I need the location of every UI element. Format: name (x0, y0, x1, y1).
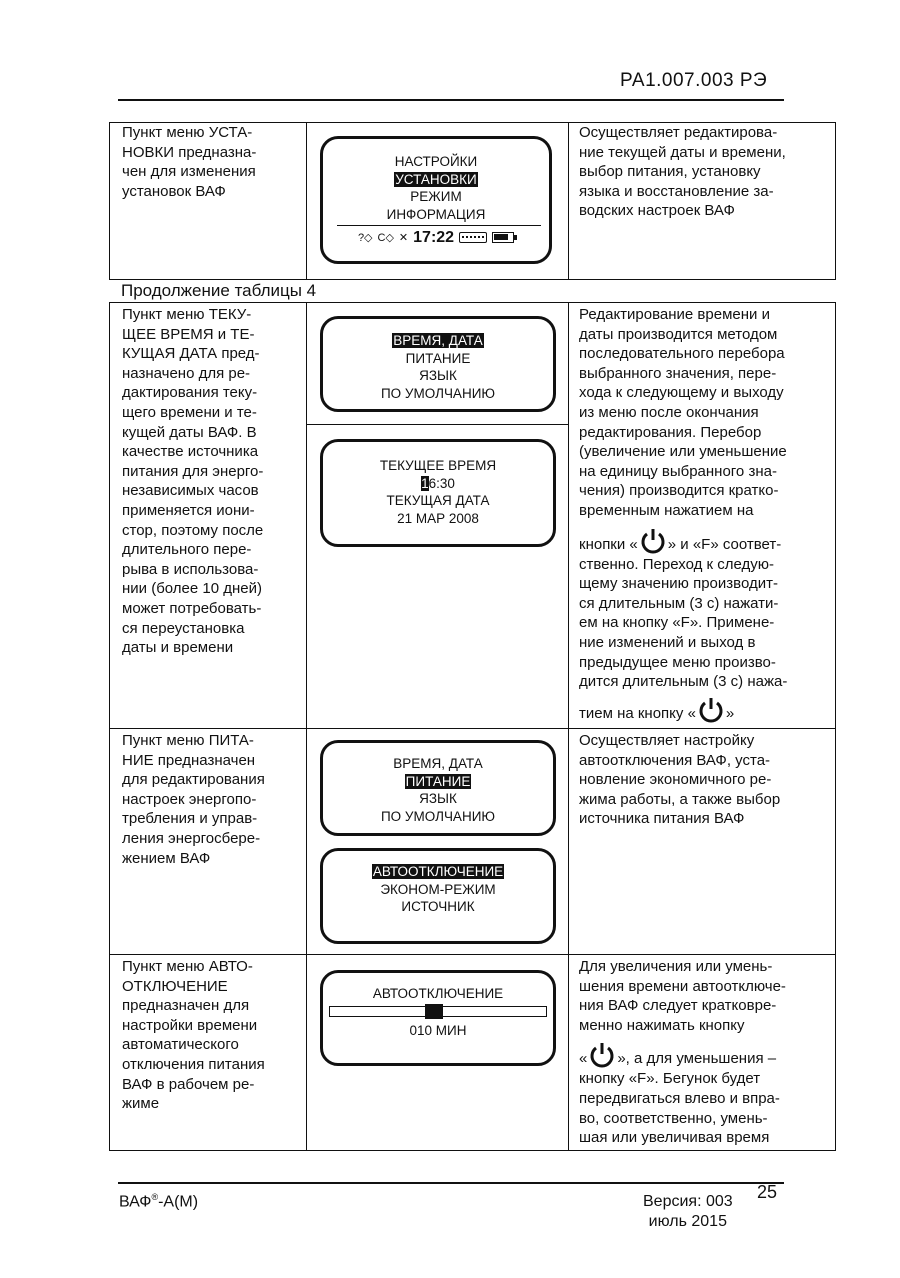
note-line: (увеличение или уменьшение (579, 443, 787, 461)
product-suffix: -А(М) (158, 1193, 199, 1211)
note-line: ние текущей даты и времени, (579, 143, 786, 161)
note-text: » и «F» соответ- (667, 535, 782, 553)
desc-line: жиме (122, 1095, 160, 1113)
note-line: хода к следующему и выходу (579, 384, 784, 402)
note-line: менно нажимать кнопку (579, 1016, 745, 1034)
footer-product (119, 1192, 198, 1211)
desc-line: Пункт меню УСТА- (122, 124, 253, 141)
desc-line: КУЩАЯ ДАТА пред- (122, 345, 260, 363)
lcd-item: РЕЖИМ (410, 189, 462, 204)
note-time (569, 303, 836, 729)
desc-line: длительного пере- (122, 541, 252, 559)
screen-cell-settings (307, 123, 569, 280)
lcd-value: 010 МИН (409, 1023, 467, 1038)
table-caption: Продолжение таблицы 4 (121, 281, 317, 300)
lcd-time-value (323, 475, 553, 493)
lcd-item: ПО УМОЛЧАНИЮ (380, 385, 496, 401)
lcd-item: ИСТОЧНИК (401, 899, 475, 914)
note-text: кнопки « (579, 535, 638, 553)
desc-line: НОВКИ предназна- (122, 143, 257, 161)
screen-cell-power (307, 729, 569, 955)
desc-line: нии (более 10 дней) (122, 580, 263, 598)
desc-line: Пункт меню АВТО- (122, 958, 253, 975)
note-text: тием на кнопку « (579, 704, 696, 722)
desc-line: дактирования теку- (122, 384, 258, 402)
power-icon (638, 527, 668, 555)
page-number: 25 (757, 1182, 778, 1202)
lcd-item: ВРЕМЯ, ДАТА (393, 756, 483, 771)
cell-divider (307, 424, 568, 425)
note-line-buttons (579, 527, 825, 555)
desc-line: качестве источника (122, 443, 259, 461)
note-line: автоотключения ВАФ, уста- (579, 751, 771, 769)
lcd-item: ИНФОРМАЦИЯ (386, 206, 486, 222)
lcd-item: НАСТРОЙКИ (394, 154, 478, 169)
lcd-item-selected: УСТАНОВКИ (395, 171, 477, 187)
lcd-settings (320, 136, 552, 264)
desc-line: ЩЕЕ ВРЕМЯ и ТЕ- (122, 325, 255, 343)
note-line: Редактирование времени и (579, 306, 770, 323)
note-line: Для увеличения или умень- (579, 958, 773, 975)
battery-icon (492, 232, 514, 243)
note-line: ем на кнопку «F». Примене- (579, 614, 775, 632)
note-line: предыдущее меню произво- (579, 653, 776, 671)
note-line: временным нажатием на (579, 501, 754, 519)
desc-line: настройки времени (122, 1016, 258, 1034)
note-line: ственно. Переход к следую- (579, 555, 774, 573)
note-line: ния ВАФ следует кратковре- (579, 997, 777, 1015)
desc-line: ся переустановка (122, 619, 245, 637)
connector-icon (459, 232, 487, 243)
note-line: новление экономичного ре- (579, 771, 772, 789)
desc-line: ВАФ в рабочем ре- (122, 1075, 255, 1093)
lcd-divider (337, 225, 541, 226)
desc-line: кущей даты ВАФ. В (122, 423, 257, 441)
note-line: передвигаться влево и впра- (579, 1089, 780, 1107)
lcd-line: 21 МАР 2008 (397, 510, 479, 526)
product-name: ВАФ (119, 1193, 152, 1211)
note-line: источника питания ВАФ (579, 810, 745, 828)
screen-cell-time (307, 303, 569, 729)
doc-code: РА1.007.003 РЭ (620, 70, 768, 91)
desc-line: рыва в использова- (122, 560, 259, 578)
desc-line: независимых часов (122, 482, 259, 500)
footer-version (643, 1192, 733, 1232)
desc-time (110, 303, 307, 729)
lcd-menu-time (320, 316, 556, 412)
desc-line: Пункт меню ПИТА- (122, 732, 254, 749)
desc-line: для редактирования (122, 771, 265, 789)
lcd-item: ЯЗЫК (419, 791, 457, 806)
desc-line: автоматического (122, 1036, 239, 1054)
lcd-time-edit (320, 439, 556, 547)
lcd-auto-off (320, 970, 556, 1066)
desc-line: отключения питания (122, 1055, 265, 1073)
desc-line: даты и времени (122, 639, 234, 657)
note-line: последовательного перебора (579, 345, 785, 363)
note-line: дится длительным (3 с) нажа- (579, 673, 788, 691)
lcd-item: ЯЗЫК (419, 368, 457, 383)
desc-line: применяется иони- (122, 501, 255, 519)
note-line: Осуществляет настройку (579, 732, 755, 749)
desc-power (110, 729, 307, 955)
lcd-line: ТЕКУЩАЯ ДАТА (386, 493, 490, 508)
version-date: июль 2015 (648, 1213, 727, 1230)
note-line: кнопку «F». Бегунок будет (579, 1070, 761, 1088)
note-line: выбор питания, установку (579, 163, 761, 181)
note-line: Осуществляет редактирова- (579, 124, 778, 141)
note-line: шения времени автоотключе- (579, 977, 786, 995)
lcd-menu-power (320, 740, 556, 836)
footer-rule (118, 1182, 784, 1184)
desc-line: НИЕ предназначен (122, 751, 256, 769)
table-main (109, 302, 836, 1151)
power-icon (696, 696, 726, 724)
note-line: щему значению производит- (579, 575, 778, 593)
desc-line: стор, поэтому после (122, 521, 264, 539)
slider-knob[interactable] (425, 1004, 443, 1019)
desc-line: чен для изменения (122, 163, 256, 181)
note-text: », а для уменьшения – (617, 1050, 777, 1068)
desc-auto (110, 955, 307, 1151)
note-line: жима работы, а также выбор (579, 790, 781, 808)
note-line: чения) производится кратко- (579, 482, 779, 500)
note-power (569, 729, 836, 955)
lcd-item: ПИТАНИЕ (405, 350, 471, 366)
lcd-item-selected: АВТООТКЛЮЧЕНИЕ (372, 864, 504, 879)
desc-line: ОТКЛЮЧЕНИЕ (122, 977, 228, 995)
desc-line: установок ВАФ (122, 182, 226, 200)
version-text: Версия: 003 (643, 1193, 733, 1210)
note-line: редактирования. Перебор (579, 423, 762, 441)
desc-line: может потребовать- (122, 599, 262, 617)
note-line: на единицу выбранного зна- (579, 462, 777, 480)
lcd-item: ПО УМОЛЧАНИЮ (380, 808, 496, 824)
mute-icon: ✕ (398, 231, 409, 244)
power-icon (587, 1041, 617, 1069)
note-line: ся длительным (3 с) нажати- (579, 594, 779, 612)
desc-line: щего времени и те- (122, 403, 257, 421)
lcd-line: ТЕКУЩЕЕ ВРЕМЯ (379, 458, 497, 473)
product-registered: ® (151, 1192, 159, 1202)
lcd-power-sub (320, 848, 556, 944)
desc-settings (110, 123, 307, 280)
note-line-last (579, 696, 825, 724)
note-line: выбранного значения, пере- (579, 364, 777, 382)
status-bar (323, 229, 549, 247)
header-rule (118, 99, 784, 101)
note-auto (569, 955, 836, 1151)
status-time: 17:22 (413, 229, 455, 246)
desc-line: назначено для ре- (122, 364, 251, 382)
lcd-item: ЭКОНОМ-РЕЖИМ (380, 881, 496, 897)
note-line: даты производится методом (579, 325, 778, 343)
note-line: из меню после окончания (579, 403, 759, 421)
note-text: » (725, 704, 735, 722)
cursor-digit: 1 (421, 475, 429, 491)
desc-line: требления и управ- (122, 810, 258, 828)
table-top (109, 122, 836, 280)
note-line: языка и восстановление за- (579, 182, 774, 200)
screen-cell-auto (307, 955, 569, 1151)
lcd-item-selected: ПИТАНИЕ (405, 773, 471, 789)
desc-line: Пункт меню ТЕКУ- (122, 306, 252, 323)
slider-track[interactable] (329, 1006, 547, 1017)
lcd-title: АВТООТКЛЮЧЕНИЕ (372, 986, 504, 1001)
lcd-item-selected: ВРЕМЯ, ДАТА (393, 333, 483, 348)
note-settings (569, 123, 836, 280)
desc-line: предназначен для (122, 997, 250, 1015)
desc-line: питания для энерго- (122, 462, 264, 480)
desc-line: ления энергосбере- (122, 829, 261, 847)
note-line: во, соответственно, умень- (579, 1109, 768, 1127)
note-line: ние изменений и выход в (579, 633, 756, 651)
note-line: шая или увеличивая время (579, 1129, 770, 1147)
signal-icon: C◇ (377, 231, 394, 244)
note-line: водских настроек ВАФ (579, 202, 735, 220)
desc-line: жением ВАФ (122, 849, 211, 867)
note-line-button: « », а для уменьшения – (579, 1041, 825, 1069)
sound-icon: ?◇ (357, 231, 373, 244)
desc-line: настроек энергопо- (122, 790, 257, 808)
time-rest: 6:30 (428, 475, 455, 491)
